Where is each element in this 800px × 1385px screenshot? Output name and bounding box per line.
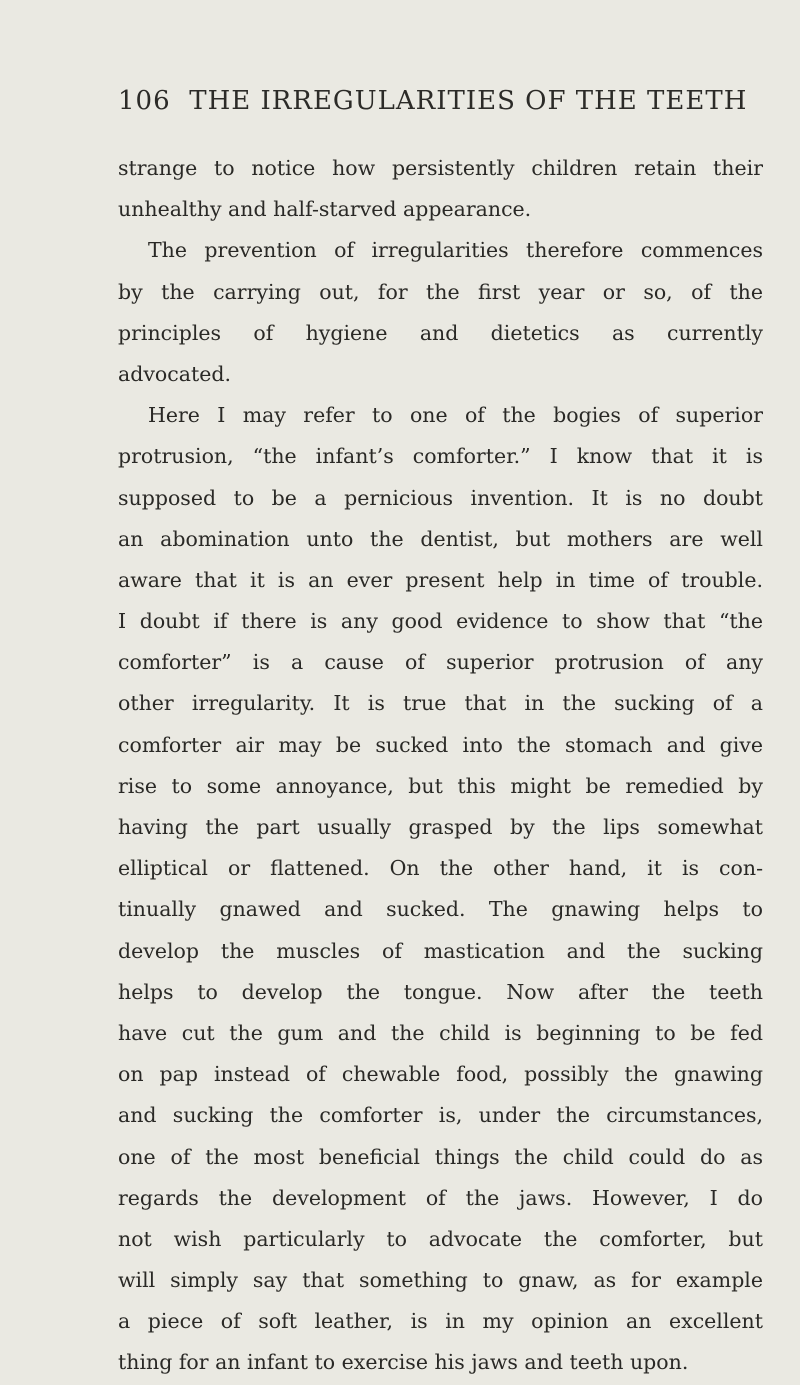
text-line: thing for an infant to exercise his jaws and teeth upon. <box>118 1350 689 1375</box>
text-line: develop the muscles of mastication and the sucking <box>118 938 763 963</box>
text-line: on pap instead of chewable food, possibly the gnawing <box>118 1062 763 1087</box>
text-line: supposed to be a pernicious invention. It is no doubt <box>118 485 763 510</box>
running-title: THE IRREGULARITIES OF THE TEETH <box>189 86 748 116</box>
text-line: comforter” is a cause of superior protrusion of any <box>118 650 763 675</box>
text-line: helps to develop the tongue. Now after the teeth <box>118 979 763 1004</box>
text-line: unhealthy and half-starved appearance. <box>118 197 532 222</box>
text-line: comforter air may be sucked into the stomach and give <box>118 732 763 757</box>
text-line: The prevention of irregularities therefore commences <box>148 238 763 263</box>
text-line: a piece of soft leather, is in my opinion an excellent <box>118 1309 763 1334</box>
text-line: by the carrying out, for the first year or so, of the <box>118 279 763 304</box>
text-line: not wish particularly to advocate the comforter, but <box>118 1226 763 1251</box>
text-line: other irregularity. It is true that in the sucking of a <box>118 691 763 716</box>
text-line: Here I may refer to one of the bogies of superior <box>148 403 763 428</box>
body-text <box>118 148 763 1384</box>
text-line: protrusion, “the infant’s comforter.” I know that it is <box>118 444 763 469</box>
text-line: having the part usually grasped by the lips somewhat <box>118 815 763 839</box>
text-line: have cut the gum and the child is beginning to be fed <box>118 1020 763 1045</box>
text-line: strange to notice how persistently children retain their <box>118 156 763 180</box>
running-head <box>118 86 758 126</box>
text-line: advocated. <box>118 361 231 386</box>
text-line: regards the development of the jaws. However, I do <box>118 1185 763 1210</box>
text-line: an abomination unto the dentist, but mothers are well <box>118 526 763 551</box>
text-line: principles of hygiene and dietetics as currently <box>118 320 763 345</box>
text-line: will simply say that something to gnaw, as for example <box>118 1268 763 1293</box>
page-number: 106 <box>118 86 171 116</box>
text-line: aware that it is an ever present help in time of trouble. <box>118 567 763 592</box>
text-line: rise to some annoyance, but this might be remedied by <box>118 773 763 798</box>
text-line: one of the most beneficial things the child could do as <box>118 1144 763 1169</box>
text-line: and sucking the comforter is, under the circumstances, <box>118 1103 763 1128</box>
text-line: I doubt if there is any good evidence to show that “the <box>118 609 763 634</box>
text-line: tinually gnawed and sucked. The gnawing helps to <box>118 897 763 922</box>
text-line: elliptical or flattened. On the other hand, it is con- <box>118 856 763 881</box>
